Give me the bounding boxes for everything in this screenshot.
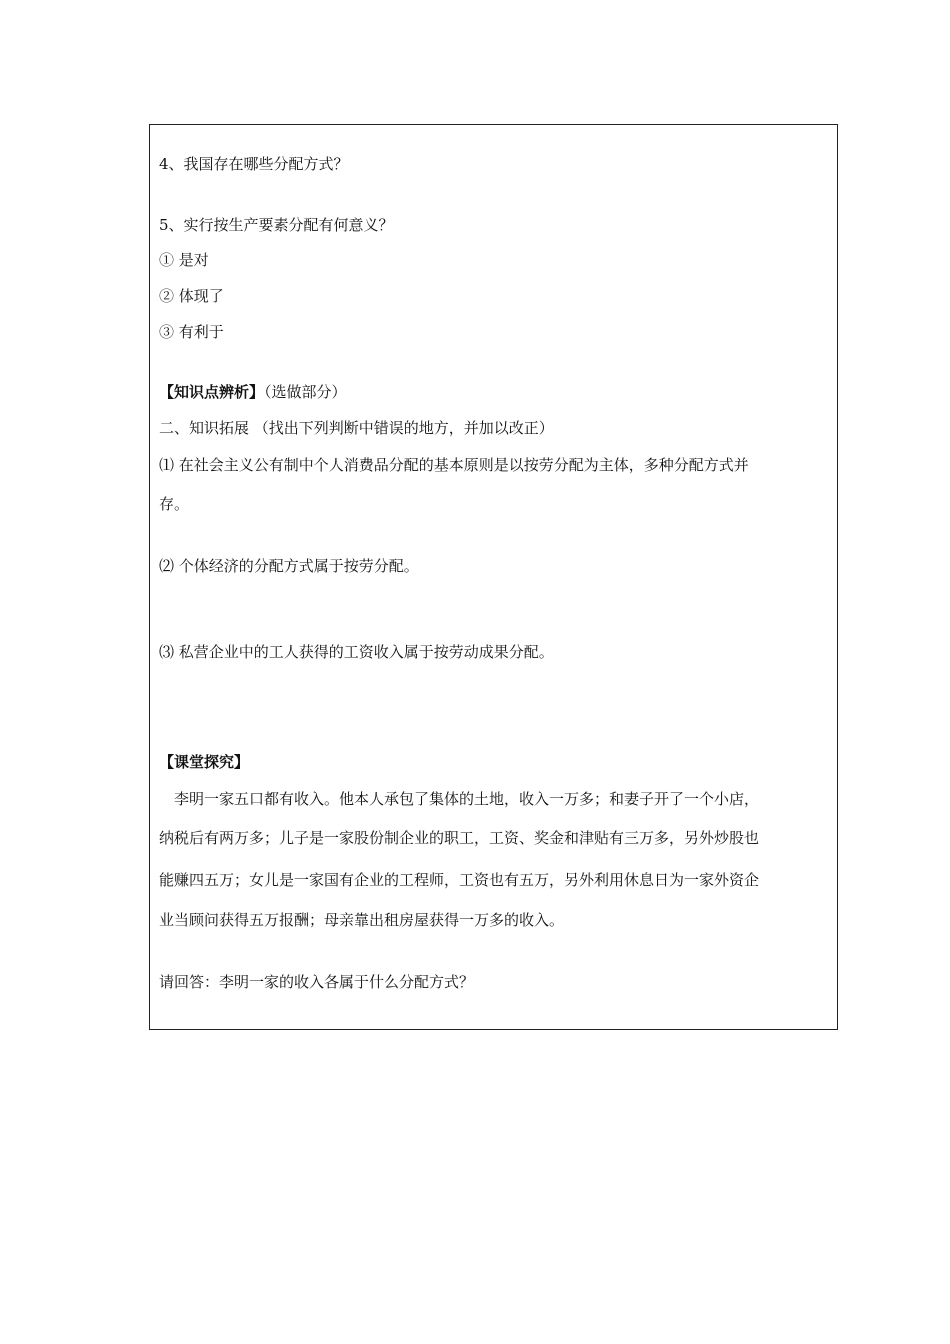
question-5: 5、实行按生产要素分配有何意义？ — [159, 216, 394, 234]
item-3: ⑶ 私营企业中的工人获得的工资收入属于按劳动成果分配。 — [159, 643, 554, 661]
item-1-line-1: ⑴ 在社会主义公有制中个人消费品分配的基本原则是以按劳分配为主体，多种分配方式并 — [159, 456, 749, 474]
item-2: ⑵ 个体经济的分配方式属于按劳分配。 — [159, 557, 419, 575]
inquiry-paragraph-line-3: 能赚四五万；女儿是一家国有企业的工程师，工资也有五万，另外利用休息日为一家外资企 — [159, 871, 760, 889]
knowledge-heading — [159, 382, 347, 402]
knowledge-heading-note: （选做部分） — [264, 383, 347, 401]
question-5-item-2: ② 体现了 — [159, 287, 224, 305]
inquiry-heading: 【课堂探究】 — [159, 753, 250, 771]
knowledge-heading-title: 【知识点辨析】 — [159, 383, 265, 401]
item-1-line-2: 存。 — [159, 495, 190, 513]
section-2-heading: 二、知识拓展 （找出下列判断中错误的地方，并加以改正） — [159, 419, 554, 437]
question-4: 4、我国存在哪些分配方式？ — [159, 155, 349, 173]
question-5-item-1: ① 是对 — [159, 251, 209, 269]
question-5-item-3: ③ 有利于 — [159, 323, 224, 341]
content-frame — [149, 124, 838, 1030]
inquiry-paragraph-line-2: 纳税后有两万多；儿子是一家股份制企业的职工，工资、奖金和津贴有三万多，另外炒股也 — [159, 829, 760, 847]
inquiry-paragraph-line-4: 业当顾问获得五万报酬；母亲靠出租房屋获得一万多的收入。 — [159, 911, 565, 929]
inquiry-paragraph-line-1: 李明一家五口都有收入。他本人承包了集体的土地，收入一万多；和妻子开了一个小店， — [174, 790, 760, 808]
inquiry-question: 请回答：李明一家的收入各属于什么分配方式？ — [159, 973, 475, 991]
